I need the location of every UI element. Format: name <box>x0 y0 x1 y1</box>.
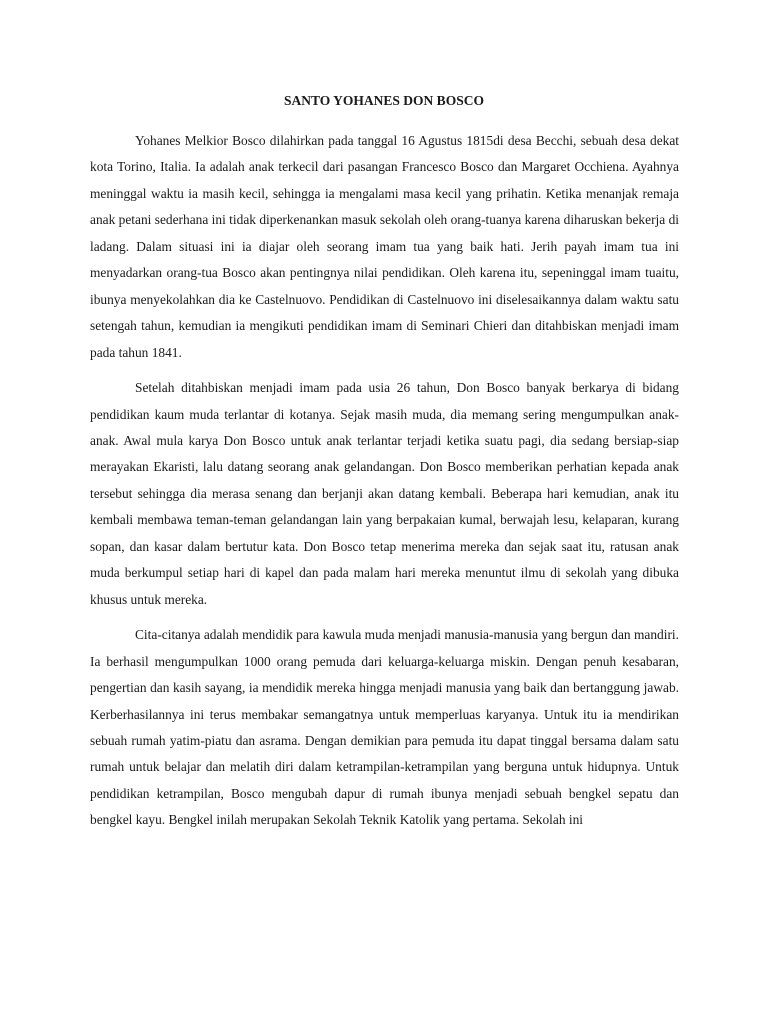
document-title: SANTO YOHANES DON BOSCO <box>284 93 484 108</box>
paragraph-1: Yohanes Melkior Bosco dilahirkan pada tanggal 16 Agustus 1815di desa Becchi, sebuah desa dekat kota Torino, Italia. Ia adalah anak terkecil dari pasangan Francesco Bosco dan Margaret Occhiena. Ayahnya meninggal waktu ia masih kecil, sehingga ia mengalami masa kecil yang prihatin. Ketika menanjak remaja anak petani sederhana ini tidak diperkenankan masuk sekolah oleh orang-tuanya karena diharuskan bekerja di ladang. Dalam situasi ini ia diajar oleh seorang imam tua yang baik hati. Jerih payah imam tua ini menyadarkan orang-tua Bosco akan pentingnya nilai pendidikan. Oleh karena itu, sepeninggal imam tuaitu, ibunya menyekolahkan dia ke Castelnuovo. Pendidikan di Castelnuovo ini diselesaikannya dalam waktu satu setengah tahun, kemudian ia mengikuti pendidikan imam di Seminari Chieri dan ditahbiskan menjadi imam pada tahun 1841. <box>90 133 679 360</box>
paragraph-3: Cita-citanya adalah mendidik para kawula muda menjadi manusia-manusia yang bergun dan mandiri. Ia berhasil mengumpulkan 1000 orang pemuda dari keluarga-keluarga miskin. Dengan penuh kesabaran, pengertian dan kasih sayang, ia mendidik mereka hingga menjadi manusia yang baik dan bertanggung jawab. Kerberhasilannya ini terus membakar semangatnya untuk memperluas karyanya. Untuk itu ia mendirikan sebuah rumah yatim-piatu dan asrama. Dengan demikian para pemuda itu dapat tinggal bersama dalam satu rumah untuk belajar dan melatih diri dalam ketrampilan-ketrampilan yang berguna untuk hidupnya. Untuk pendidikan ketrampilan, Bosco mengubah dapur di rumah ibunya menjadi sebuah bengkel sepatu dan bengkel kayu. Bengkel inilah merupakan Sekolah Teknik Katolik yang pertama. Sekolah ini <box>90 627 679 828</box>
document-body <box>90 128 679 843</box>
paragraph-2: Setelah ditahbiskan menjadi imam pada usia 26 tahun, Don Bosco banyak berkarya di bidang pendidikan kaum muda terlantar di kotanya. Sejak masih muda, dia memang sering mengumpulkan anak-anak. Awal mula karya Don Bosco untuk anak terlantar terjadi ketika suatu pagi, dia sedang bersiap-siap merayakan Ekaristi, lalu datang seorang anak gelandangan. Don Bosco memberikan perhatian kepada anak tersebut sehingga dia merasa senang dan berjanji akan datang kembali. Beberapa hari kemudian, anak itu kembali membawa teman-teman gelandangan lain yang berpakaian kumal, berwajah lesu, kelaparan, kurang sopan, dan kasar dalam bertutur kata. Don Bosco tetap menerima mereka dan sejak saat itu, ratusan anak muda berkumpul setiap hari di kapel dan pada malam hari mereka menuntut ilmu di sekolah yang dibuka khusus untuk mereka. <box>90 380 679 607</box>
